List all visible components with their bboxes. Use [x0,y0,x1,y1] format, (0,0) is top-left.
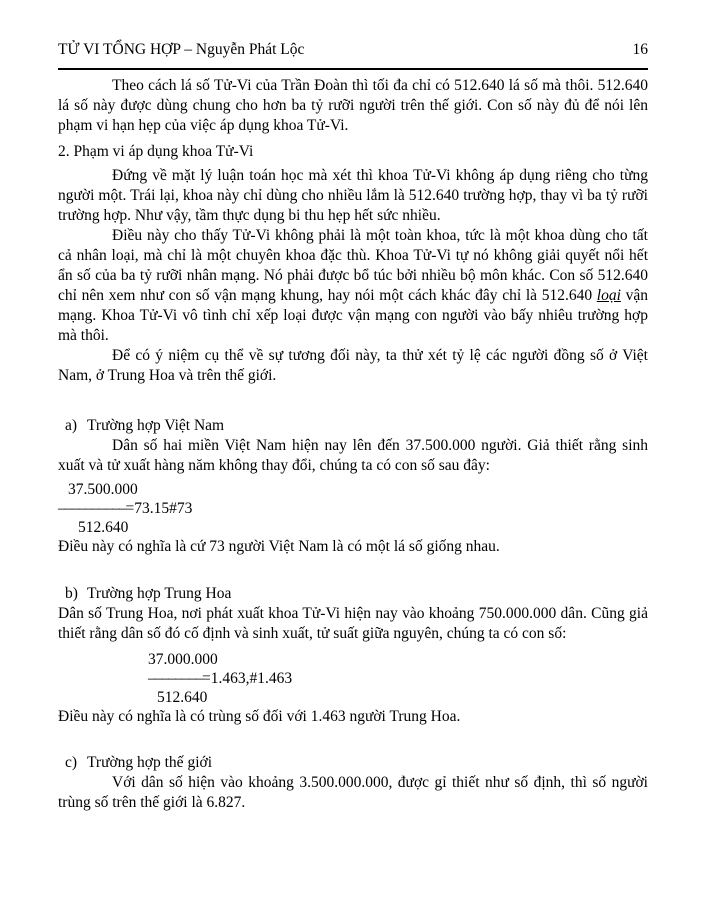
section-2-paragraph-1: Đứng về mặt lý luận toán học mà xét thì khoa Tử-Vi không áp dụng riêng cho từng người một. Trái lại, khoa này chỉ dùng cho nhiều lắm là 512.640 trường hợp, thay vì ba tỷ rưỡi trường hợp. Như vậy, tầm thực dụng bi thu hẹp hết sức nhiều. [58,167,648,224]
fraction-a-bar-row [58,499,648,518]
running-title: TỬ VI TỔNG HỢP – Nguyễn Phát Lộc [58,41,305,58]
case-b-conclusion: Điều này có nghĩa là có trùng số đối với 1.463 người Trung Hoa. [58,708,461,725]
fraction-b-bar-row [148,669,648,688]
fraction-b-result: =1.463,#1.463 [202,670,293,687]
case-b-heading [58,584,648,604]
section-2-paragraph-3: Để có ý niệm cụ thể về sự tương đối này, ta thử xét tỷ lệ các người đồng số ở Việt Nam, ở Trung Hoa và trên thế giới. [58,347,648,384]
intro-paragraph: Theo cách lá số Tử-Vi của Trần Đoàn thì tối đa chỉ có 512.640 lá số mà thôi. 512.640 lá số này được dùng chung cho hơn ba tỷ rưỡi người trên thế giới. Con số này đủ để nói lên phạm vi hạn hẹp của việc áp dụng khoa Tử-Vi. [58,77,648,134]
case-a-heading-text: Trường hợp Việt Nam [87,417,225,434]
page-header [58,41,648,59]
case-c-paragraph: Với dân số hiện vào khoảng 3.500.000.000, được gỉ thiết như số định, thì số người trùng số trên thế giới là 6.827. [58,774,648,811]
fraction-a-bar: –––––––––– [58,500,126,517]
case-b-heading-text: Trường hợp Trung Hoa [87,585,232,602]
case-c-heading-text: Trường hợp thế giới [87,754,212,771]
case-a-heading [58,416,648,436]
case-b-fraction [148,650,648,707]
case-a-conclusion: Điều này có nghĩa là cứ 73 người Việt Nam là có một lá số giống nhau. [58,538,500,555]
emphasized-word-loai: loại [596,287,621,304]
case-b-marker: b) [65,585,78,602]
paragraph-2-text-after: vận mạng. Khoa Tử-Vi vô tình chỉ xếp loại được vận mạng con người vào bấy nhiêu trường hợp mà thôi. [58,287,648,344]
case-b-paragraph: Dân số Trung Hoa, nơi phát xuất khoa Tử-Vi hiện nay vào khoảng 750.000.000 dân. Cũng giả thiết rằng dân số đó cố định và sinh xuất, tử suất giữa nguyên, chúng ta có con số: [58,605,648,642]
case-c-heading [58,753,648,773]
case-c-marker: c) [65,754,78,771]
case-a-fraction [58,480,648,537]
paragraph-2-text-before: Điều này cho thấy Tử-Vi không phải là một toàn khoa, tức là một khoa dùng cho tất cả nhân loại, mà chỉ là một chuyên khoa đặc thù. Khoa Tử-Vi tự nó không giải quyết nổi hết ẩn số của ba tỷ rưỡi nhân mạng. Nó phải được bổ túc bởi nhiều bộ môn khác. Con số 512.640 chỉ nên xem như con số vận mạng khung, hay nói một cách khác đây chỉ là 512.640 [58,227,648,304]
case-a-paragraph: Dân số hai miền Việt Nam hiện nay lên đến 37.500.000 người. Giả thiết rằng sinh xuất và tử xuất hàng năm không thay đổi, chúng ta có con số sau đây: [58,437,648,474]
page-number: 16 [632,41,648,58]
fraction-a-result: =73.15#73 [125,500,193,517]
section-2-paragraph-2 [58,226,648,346]
fraction-b-bar: –––––––– [148,670,202,687]
section-2-heading: 2. Phạm vi áp dụng khoa Tử-Vi [58,143,254,160]
fraction-b-denominator: 512.640 [157,689,208,706]
header-rule [58,68,648,70]
case-a-marker: a) [65,417,78,434]
fraction-b-numerator: 37.000.000 [148,651,218,668]
fraction-a-denominator: 512.640 [78,519,129,536]
fraction-a-numerator: 37.500.000 [68,481,138,498]
